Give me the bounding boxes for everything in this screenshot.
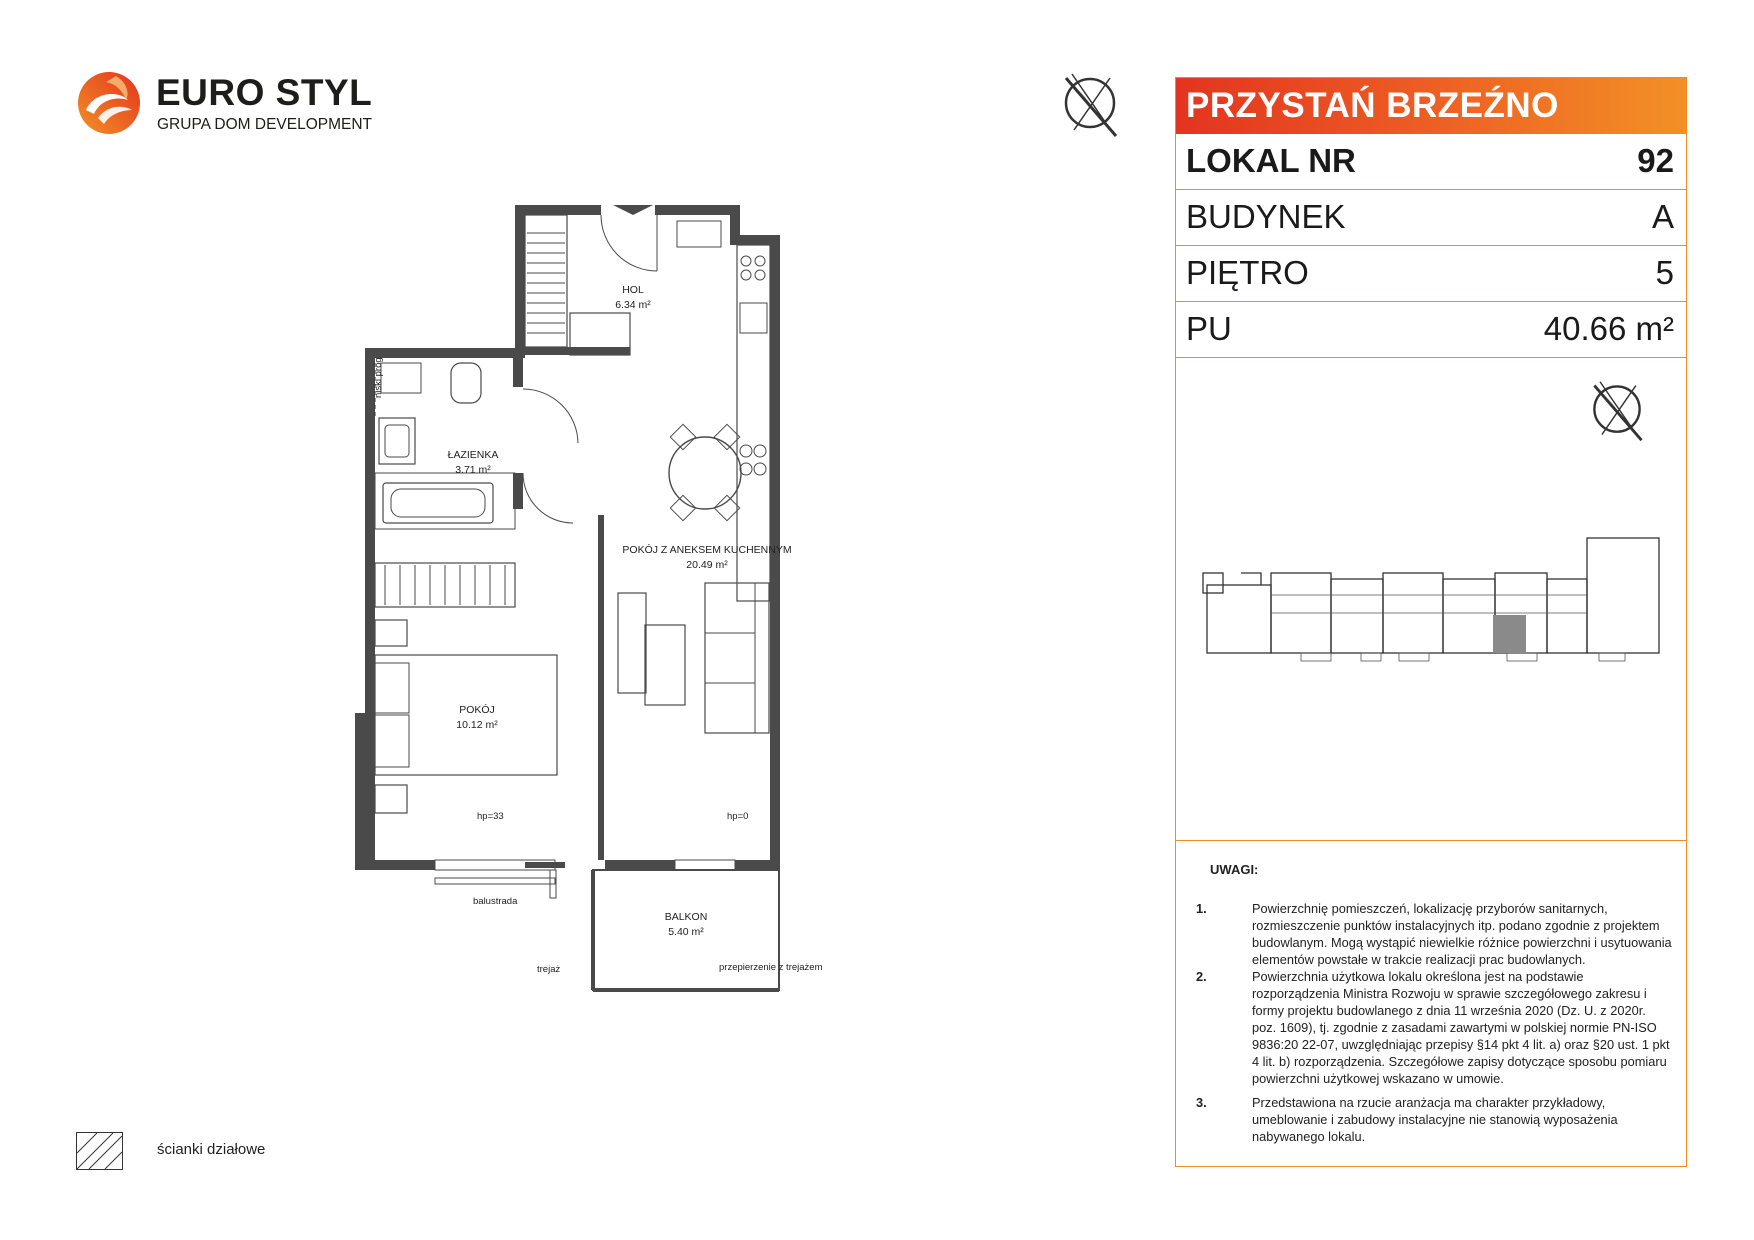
room-name: BALKON [664,911,708,923]
info-panel [1175,77,1687,1167]
hp-33-label: hp=33 [477,811,504,822]
room-area: 10.12 m² [456,719,498,731]
row-key: LOKAL NR [1186,142,1356,179]
room-label-pokoj-z-aneksem [622,543,791,573]
room-area: 6.34 m² [615,299,651,311]
room-name: ŁAZIENKA [447,449,499,461]
room-area: 20.49 m² [686,559,728,571]
room-area: 3.71 m² [455,464,491,476]
room-area: 5.40 m² [668,926,704,938]
room-name: HOL [622,284,644,296]
room-label-balkon [665,910,708,940]
brand-name: EURO STYL [156,72,373,113]
trejaz-label: trejaż [537,964,561,975]
note-text: Powierzchnię pomieszczeń, lokalizację przyborów sanitarnych, rozmieszczenie punktów instalacyjnych itp. podano zgodnie z projektem budowlanym. Mogą wystąpić niewielkie różnice powierzchni i usytuowania elementów powstałe w trakcie realizacji prac budowlanych. [1252,901,1672,967]
panel-separator [1176,840,1686,841]
euro-styl-flame-logo [76,70,142,136]
north-arrow-compass-icon [1060,70,1120,140]
brand-subtitle: GRUPA DOM DEVELOPMENT [157,116,373,133]
row-key: BUDYNEK [1186,198,1346,235]
brand-logo [76,70,376,140]
row-pietro [1176,246,1686,302]
przepierzenie-label: przepierzenie z trejażem [719,962,823,973]
room-name: POKÓJ [459,704,495,716]
row-lokal [1176,134,1686,190]
legend-hatch-swatch [76,1132,123,1170]
floor-plan [355,193,890,1023]
hp-0-label: hp=0 [727,811,749,822]
room-label-pokoj [456,703,497,733]
note-number: 2. [1196,969,1207,984]
row-key: PIĘTRO [1186,254,1309,291]
north-arrow-compass-icon [1586,378,1648,444]
row-budynek [1176,190,1686,246]
row-value: A [1651,198,1674,235]
floor-plan-drawing [355,193,890,1023]
row-key: PU [1186,310,1232,347]
note-number: 3. [1196,1095,1207,1110]
row-value: 5 [1655,254,1674,291]
room-label-hol [615,283,651,313]
room-label-lazienka [448,448,499,478]
legend-label: ścianki działowe [157,1141,266,1158]
building-key-plan [1201,533,1666,668]
row-pu [1176,302,1686,358]
note-text: Powierzchnia użytkowa lokalu określona jest na podstawie rozporządzenia Ministra Rozwoju w sprawie szczegółowego zakresu i formy projektu budowlanego z dnia 11 września 2020 (Dz. U. z 2020r. poz. 1609), tj. zgodnie z zasadami zawartymi w polskiej normie PN-ISO 9836:20 22-07, uwzględniając przepisy §14 pkt 4 lit. a) oraz §20 ust. 1 pkt 4 lit. b) rozporządzenia. Szczegółowe zapisy dotyczące sposobu pomiaru powierzchni użytkowej wskazano w umowie. [1252,969,1670,1086]
balustrada-label: balustrada [473,896,518,907]
panel-header [1176,78,1686,134]
row-value: 40.66 m² [1543,310,1674,347]
note-number: 1. [1196,901,1207,916]
room-name: POKÓJ Z ANEKSEM KUCHENNYM [622,544,792,556]
note-text: Przedstawiona na rzucie aranżacja ma charakter przykładowy, umeblowanie i zabudowy instalacyjne nie stanowią wyposażenia nabywanego lokalu. [1252,1095,1618,1144]
project-name: PRZYSTAŃ BRZEŹNO [1186,86,1559,125]
niski-prog-label: niski próg [373,357,384,398]
notes-title: UWAGI: [1210,862,1259,877]
row-value: 92 [1637,142,1674,179]
